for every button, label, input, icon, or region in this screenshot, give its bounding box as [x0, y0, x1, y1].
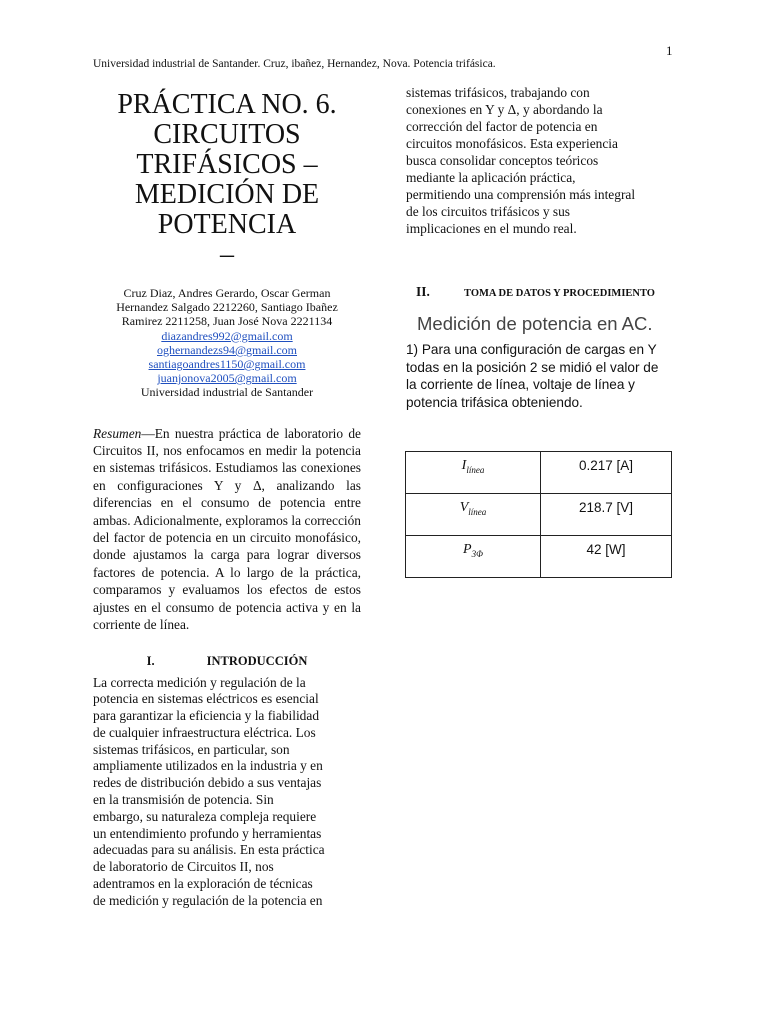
- symbol-subscript: 3Φ: [471, 548, 483, 559]
- abstract-text: —En nuestra práctica de laboratorio de Circuitos II, nos enfocamos en medir la potencia en sistemas trifásicos. Estudiamos las conexiones en configuraciones Y y Δ, analizando las diferencias en el consumo de potencia entre ambas. Adicionalmente, exploramos la corrección del factor de potencia en un circuito monofásico, donde ajustamos la carga para lograr diversos factores de potencia. A lo largo de la práctica, comparamos y evaluamos los efectos de estos ajustes en el consumo de potencia activa y en la corriente de línea.: [93, 425, 361, 633]
- measurements-table: [405, 451, 672, 578]
- section-title: INTRODUCCIÓN: [206, 653, 308, 668]
- text-line: busca consolidar conceptos teóricos: [406, 153, 599, 168]
- text-line: implicaciones en el mundo real.: [406, 221, 577, 236]
- table-row: [406, 536, 672, 578]
- title-line: PRÁCTICA NO. 6.: [117, 89, 337, 120]
- text-line: todas en la posición 2 se midió el valor de: [406, 359, 659, 375]
- text-line: adentramos en la exploración de técnicas: [93, 876, 313, 892]
- intro-continued: [406, 84, 674, 237]
- email-link[interactable]: santiagoandres1150@gmail.com: [148, 357, 306, 372]
- author-line: Hernandez Salgado 2212260, Santiago Ibañez: [116, 300, 338, 315]
- running-header: Universidad industrial de Santander. Cruz, ibañez, Hernandez, Nova. Potencia trifásica.: [93, 58, 496, 70]
- symbol-cell: [406, 536, 541, 578]
- text-line: la corriente de línea, voltaje de línea y: [406, 377, 635, 393]
- intro-paragraph: [93, 675, 361, 910]
- section-title: TOMA DE DATOS Y PROCEDIMIENTO: [464, 288, 655, 299]
- title-line: –: [220, 239, 234, 270]
- title-line: MEDICIÓN DE: [134, 179, 320, 210]
- text-line: ampliamente utilizados en la industria y en: [93, 758, 323, 774]
- text-line: permitiendo una comprensión más integral: [406, 187, 636, 202]
- text-line: redes de distribución debido a sus ventajas: [93, 775, 322, 791]
- text-line: embargo, su naturaleza compleja requiere: [93, 808, 317, 824]
- subsection-heading: Medición de potencia en AC.: [417, 313, 653, 334]
- text-line: de laboratorio de Circuitos II, nos: [93, 859, 274, 875]
- text-line: un entendimiento profundo y herramientas: [93, 825, 322, 841]
- text-line: adecuadas para su análisis. En esta práctica: [93, 842, 325, 858]
- text-line: 1) Para una configuración de cargas en Y: [406, 342, 657, 357]
- symbol-cell: [406, 494, 541, 536]
- symbol: V: [459, 500, 469, 515]
- text-line: de los circuitos trifásicos y sus: [406, 204, 571, 219]
- title-line: POTENCIA: [157, 209, 297, 240]
- text-line: corrección del factor de potencia en: [406, 119, 598, 134]
- text-line: en la transmisión de potencia. Sin: [93, 792, 274, 808]
- author-line: Cruz Diaz, Andres Gerardo, Oscar German: [123, 286, 331, 300]
- abstract-lead: Resumen: [93, 425, 142, 441]
- email-link[interactable]: juanjonova2005@gmail.com: [157, 371, 297, 386]
- section-number: II.: [416, 284, 430, 299]
- text-line: circuitos monofásicos. Esta experiencia: [406, 136, 618, 151]
- title-line: TRIFÁSICOS –: [136, 149, 318, 180]
- value-cell: 42 [W]: [541, 536, 672, 578]
- text-line: La correcta medición y regulación de la: [93, 674, 306, 690]
- text-line: mediante la aplicación práctica,: [406, 170, 576, 185]
- title-line: CIRCUITOS: [153, 119, 301, 150]
- right-column: [406, 84, 674, 411]
- email-link[interactable]: oghernandezs94@gmail.com: [156, 342, 297, 357]
- table-row: [406, 494, 672, 536]
- text-line: sistemas trifásicos, en particular, son: [93, 741, 290, 757]
- abstract: [93, 425, 361, 634]
- symbol: P: [463, 542, 472, 557]
- author-line: Ramirez 2211258, Juan José Nova 2221134: [121, 314, 333, 329]
- symbol: I: [461, 458, 467, 473]
- value-cell: 218.7 [V]: [541, 494, 672, 536]
- text-line: de medición y regulación de la potencia en: [93, 892, 323, 908]
- section-heading-introduccion: [93, 654, 361, 669]
- email-link[interactable]: diazandres992@gmail.com: [161, 328, 293, 343]
- text-line: para garantizar la eficiencia y la fiabilidad: [93, 708, 320, 724]
- table-row: [406, 452, 672, 494]
- symbol-subscript: línea: [468, 506, 487, 517]
- page-number: 1: [666, 43, 673, 58]
- section-heading-toma-de-datos: [406, 284, 674, 300]
- left-column: [93, 90, 361, 910]
- text-line: potencia en sistemas eléctricos es esencial: [93, 691, 319, 707]
- value-cell: 0.217 [A]: [541, 452, 672, 494]
- text-line: de cualquier infraestructura eléctrica. Los: [93, 724, 316, 740]
- affiliation: Universidad industrial de Santander: [140, 385, 314, 400]
- author-block: [93, 286, 361, 400]
- symbol-subscript: línea: [466, 464, 485, 475]
- text-line: conexiones en Y y Δ, y abordando la: [406, 102, 603, 117]
- text-line: sistemas trifásicos, trabajando con: [406, 85, 590, 100]
- paper-title: [93, 90, 361, 270]
- procedure-paragraph: [406, 341, 674, 411]
- text-line: potencia trifásica obteniendo.: [406, 394, 583, 410]
- symbol-cell: [406, 452, 541, 494]
- section-number: I.: [146, 653, 155, 668]
